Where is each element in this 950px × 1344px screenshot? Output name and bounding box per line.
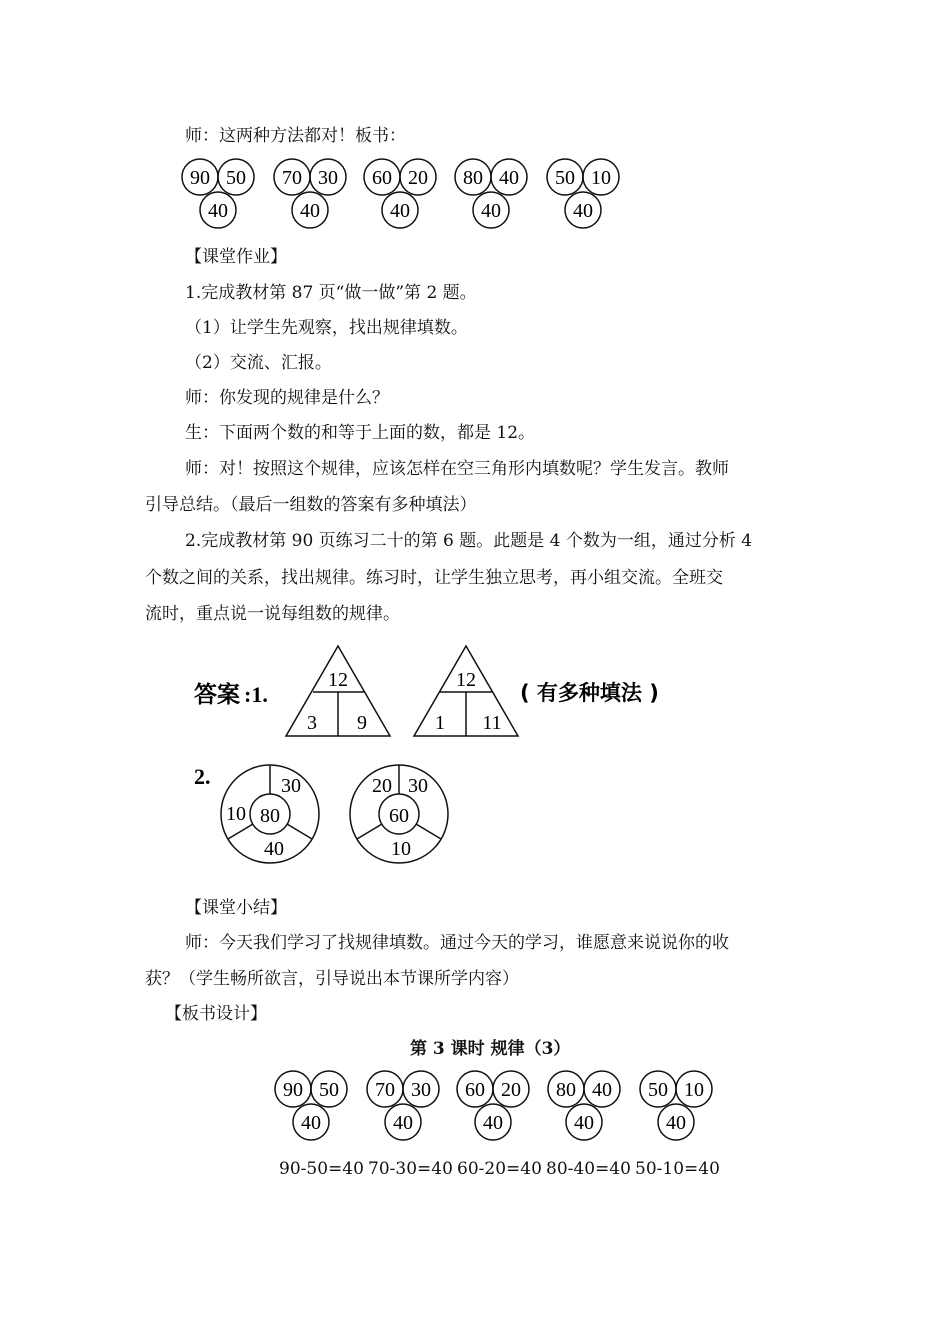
circle-value-a: 60 [465, 1079, 485, 1101]
circle-group [457, 1071, 529, 1140]
homework-item-1: 1.完成教材第 87 页“做一做”第 2 题。 [185, 283, 477, 303]
circle-value-a: 50 [555, 167, 575, 189]
teacher-line-2: 引导总结。（最后一组数的答案有多种填法） [145, 495, 477, 515]
wheel-1-left: 10 [226, 803, 246, 825]
circle-value-c: 40 [666, 1112, 686, 1134]
wheel-1 [221, 765, 319, 863]
circle-value-a: 90 [190, 167, 210, 189]
circle-value-b: 40 [592, 1079, 612, 1101]
circle-value-b: 30 [411, 1079, 431, 1101]
answer-note: ( 有多种填法 ) [520, 681, 659, 705]
section-homework-heading: 【课堂作业】 [185, 247, 287, 267]
circle-value-b: 10 [591, 167, 611, 189]
circle-value-c: 40 [390, 200, 410, 222]
circle-group [548, 1071, 620, 1140]
summary-line-1: 师：今天我们学习了找规律填数。通过今天的学习，谁愿意来说说你的收 [185, 933, 729, 953]
homework-item-1b: （2）交流、汇报。 [185, 353, 332, 373]
wheel-2-topleft: 20 [372, 775, 392, 797]
section-board-heading: 【板书设计】 [165, 1004, 267, 1024]
answer-number-1: :1. [244, 682, 268, 707]
board-title: 第 3 课时 规律（3） [410, 1039, 571, 1059]
circle-value-a: 70 [282, 167, 302, 189]
circle-group [547, 159, 619, 228]
equation: 80-40=40 [546, 1159, 631, 1179]
teacher-line-1: 师：对！按照这个规律，应该怎样在空三角形内填数呢？学生发言。教师 [185, 459, 729, 479]
circle-value-a: 50 [648, 1079, 668, 1101]
triangle-1-right: 9 [357, 712, 367, 734]
circle-value-c: 40 [208, 200, 228, 222]
equation: 90-50=40 [279, 1159, 364, 1179]
triangle-1 [286, 646, 390, 736]
circle-value-a: 80 [463, 167, 483, 189]
triangle-2-left: 1 [435, 712, 445, 734]
circle-value-a: 90 [283, 1079, 303, 1101]
circle-group [274, 159, 346, 228]
circle-value-c: 40 [393, 1112, 413, 1134]
equation: 60-20=40 [457, 1159, 542, 1179]
equation: 50-10=40 [635, 1159, 720, 1179]
equation: 70-30=40 [368, 1159, 453, 1179]
summary-line-2: 获？（学生畅所欲言，引导说出本节课所学内容） [145, 969, 519, 989]
section-summary-heading: 【课堂小结】 [185, 898, 287, 918]
homework-item-1a: （1）让学生先观察，找出规律填数。 [185, 318, 468, 338]
circle-value-a: 80 [556, 1079, 576, 1101]
wheel-2-center: 60 [389, 805, 409, 827]
wheel-2 [350, 765, 448, 863]
student-answer: 生：下面两个数的和等于上面的数，都是 12。 [185, 423, 536, 443]
wheel-1-center: 80 [260, 805, 280, 827]
circle-value-a: 60 [372, 167, 392, 189]
circle-group [455, 159, 527, 228]
triangle-2-top: 12 [456, 669, 476, 691]
wheel-1-bottom: 40 [264, 838, 284, 860]
teacher-question: 师：你发现的规律是什么？ [185, 388, 389, 408]
triangle-2 [414, 646, 518, 736]
circle-value-c: 40 [481, 200, 501, 222]
triangle-1-top: 12 [328, 669, 348, 691]
circle-value-b: 30 [318, 167, 338, 189]
circle-value-c: 40 [574, 1112, 594, 1134]
circle-value-a: 70 [375, 1079, 395, 1101]
circle-value-c: 40 [301, 1112, 321, 1134]
circle-value-c: 40 [573, 200, 593, 222]
triangle-1-left: 3 [307, 712, 317, 734]
teacher-line-board: 师：这两种方法都对！板书： [185, 126, 406, 146]
circle-group [364, 159, 436, 228]
homework-item-2-line-3: 流时，重点说一说每组数的规律。 [145, 604, 400, 624]
homework-item-2-line-1: 2.完成教材第 90 页练习二十的第 6 题。此题是 4 个数为一组，通过分析 4 [185, 531, 753, 551]
circle-value-c: 40 [483, 1112, 503, 1134]
circle-groups-board [271, 1067, 731, 1145]
triangle-2-right: 11 [482, 712, 502, 734]
wheel-2-topright: 30 [408, 775, 428, 797]
circle-value-b: 50 [319, 1079, 339, 1101]
wheel-2-bottom: 10 [391, 838, 411, 860]
circle-value-b: 20 [408, 167, 428, 189]
wheel-1-top: 30 [281, 775, 301, 797]
answer-label: 答案 [194, 682, 240, 708]
answer-figure [190, 640, 690, 870]
circle-value-b: 20 [501, 1079, 521, 1101]
homework-item-2-line-2: 个数之间的关系，找出规律。练习时，让学生独立思考，再小组交流。全班交 [145, 568, 723, 588]
circle-groups-top [178, 155, 638, 233]
circle-group [640, 1071, 712, 1140]
circle-value-c: 40 [300, 200, 320, 222]
circle-value-b: 40 [499, 167, 519, 189]
circle-group [275, 1071, 347, 1140]
circle-value-b: 10 [684, 1079, 704, 1101]
circle-value-b: 50 [226, 167, 246, 189]
circle-group [182, 159, 254, 228]
answer-number-2: 2. [194, 764, 211, 789]
circle-group [367, 1071, 439, 1140]
